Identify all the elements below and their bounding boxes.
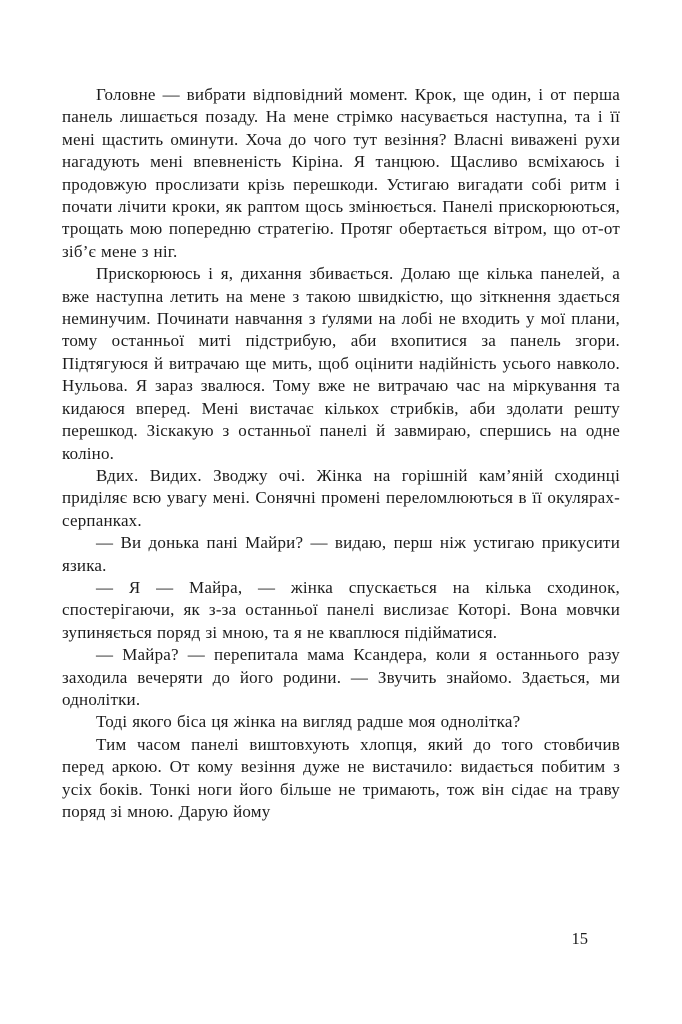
page-text	[62, 84, 620, 823]
paragraph: Тоді якого біса ця жінка на вигляд радше моя однолітка?	[96, 712, 521, 732]
paragraph: Головне — вибрати відповідний момент. Крок, ще один, і от перша панель лишається позаду. На мене стрімко насувається наступна, та і її мені щастить оминути. Хоча до чого тут везіння? Власні виважені рухи нагадують мені впевненість Кіріна. Я танцюю. Щасливо всміхаюсь і продовжую прослизати крізь перешкоди. Устигаю вигадати собі ритм і почати лічити кроки, як раптом щось змінюється. Панелі прискорюються, трощать мою попередню стратегію. Протяг обертається вітром, що от-от зіб’є мене з ніг.	[62, 85, 620, 261]
paragraph: — Майра? — перепитала мама Ксандера, коли я останнього разу заходила вечеряти до його родини. — Звучить знайомо. Здається, ми однолітки.	[62, 645, 620, 709]
paragraph: Тим часом панелі виштовхують хлопця, який до того стовбичив перед аркою. От кому везіння дуже не вистачило: видається побитим з усіх боків. Тонкі ноги його більше не тримають, тож він сідає на траву поряд зі мною. Дарую йому	[62, 734, 620, 821]
page-number: 15	[571, 929, 588, 948]
paragraph: Прискорююсь і я, дихання збивається. Долаю ще кілька панелей, а вже наступна летить на мене з такою швидкістю, що зіткнення здається неминучим. Починати навчання з ґулями на лобі не входить у мої плани, тому останньої миті підстрибую, аби вхопитися за панель згори. Підтягуюся й витрачаю ще мить, щоб оцінити надійність усього навколо. Нульова. Я зараз звалюся. Тому вже не витрачаю час на міркування та кидаюся вперед. Мені вистачає кількох стрибків, аби здолати решту перешкод. Зіскакую з останньої панелі й завмираю, спершись на одне коліно.	[62, 264, 620, 463]
paragraph: — Ви донька пані Майри? — видаю, перш ніж устигаю прикусити язика.	[62, 533, 620, 575]
paragraph: — Я — Майра, — жінка спускається на кілька сходинок, спостерігаючи, як з-за останньої панелі вислизає Которі. Вона мовчки зупиняється поряд зі мною, та я не кваплюся підійматися.	[62, 577, 620, 642]
paragraph: Вдих. Видих. Зводжу очі. Жінка на горішній кам’яній сходинці приділяє всю увагу мені. Сонячні промені переломлюються в її окулярах-серпанках.	[62, 465, 620, 530]
